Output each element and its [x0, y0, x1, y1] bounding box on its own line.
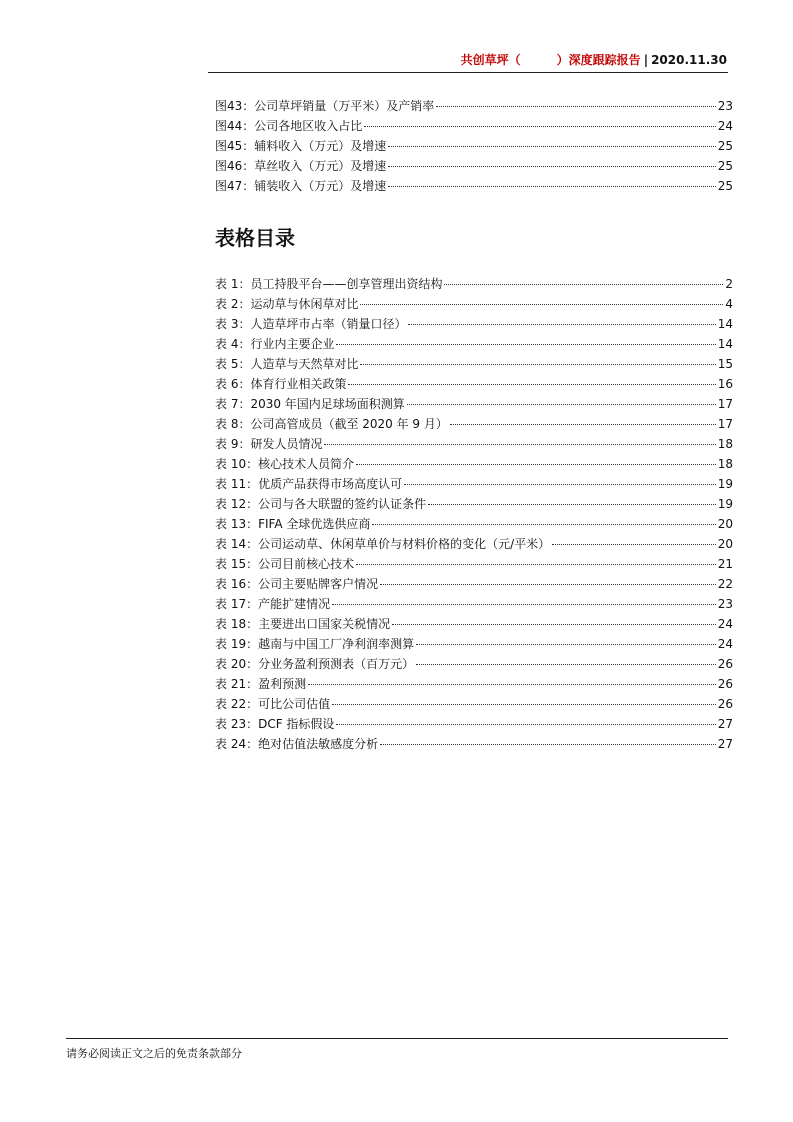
table-toc-entry[interactable]: [215, 514, 733, 534]
toc-entry-label: 表 5：人造草与天然草对比: [215, 357, 359, 371]
toc-entry-label: 表 22：可比公司估值: [215, 697, 331, 711]
footer-divider: [66, 1038, 728, 1039]
figure-toc-entry[interactable]: [215, 116, 733, 136]
toc-entry-label: 表 10：核心技术人员简介: [215, 457, 355, 471]
toc-leader-dots: [380, 584, 716, 585]
toc-leader-dots: [436, 106, 715, 107]
toc-entry-page: 17: [717, 397, 733, 411]
table-toc-entry[interactable]: [215, 414, 733, 434]
table-toc-entry[interactable]: [215, 294, 733, 314]
toc-leader-dots: [388, 146, 715, 147]
toc-leader-dots: [388, 166, 715, 167]
toc-entry-label: 表 15：公司目前核心技术: [215, 557, 355, 571]
table-toc-entry[interactable]: [215, 594, 733, 614]
table-toc-entry[interactable]: [215, 714, 733, 734]
table-toc-entry[interactable]: [215, 574, 733, 594]
toc-leader-dots: [407, 404, 716, 405]
toc-entry-page: 17: [717, 417, 733, 431]
toc-entry-label: 表 12：公司与各大联盟的签约认证条件: [215, 497, 427, 511]
table-toc-entry[interactable]: [215, 614, 733, 634]
toc-entry-label: 图43：公司草坪销量（万平米）及产销率: [215, 99, 435, 113]
header-company: 共创草坪（: [460, 53, 521, 67]
toc-leader-dots: [372, 524, 715, 525]
toc-leader-dots: [332, 604, 716, 605]
toc-entry-label: 表 18：主要进出口国家关税情况: [215, 617, 391, 631]
toc-entry-label: 表 7：2030 年国内足球场面积测算: [215, 397, 405, 411]
header-date: 2020.11.30: [651, 53, 727, 67]
toc-leader-dots: [444, 284, 723, 285]
toc-entry-page: 26: [717, 697, 733, 711]
toc-entry-page: 24: [717, 617, 733, 631]
toc-entry-label: 表 4：行业内主要企业: [215, 337, 335, 351]
table-toc-heading: 表格目录: [215, 226, 295, 250]
toc-entry-page: 14: [717, 337, 733, 351]
toc-leader-dots: [416, 664, 716, 665]
toc-entry-page: 20: [717, 517, 733, 531]
table-toc-entry[interactable]: [215, 534, 733, 554]
toc-entry-page: 26: [717, 657, 733, 671]
toc-leader-dots: [360, 364, 715, 365]
toc-entry-label: 表 3：人造草坪市占率（销量口径）: [215, 317, 407, 331]
table-toc-entry[interactable]: [215, 734, 733, 754]
toc-entry-label: 表 1：员工持股平台——创享管理出资结构: [215, 277, 443, 291]
toc-leader-dots: [552, 544, 716, 545]
table-toc-entry[interactable]: [215, 634, 733, 654]
toc-leader-dots: [450, 424, 716, 425]
toc-entry-label: 表 2：运动草与休闲草对比: [215, 297, 359, 311]
toc-leader-dots: [408, 324, 715, 325]
figure-toc-entry[interactable]: [215, 156, 733, 176]
header-divider: [208, 72, 728, 73]
table-toc-entry[interactable]: [215, 474, 733, 494]
toc-entry-page: 21: [717, 557, 733, 571]
toc-leader-dots: [388, 186, 715, 187]
toc-entry-label: 表 21：盈利预测: [215, 677, 307, 691]
toc-leader-dots: [336, 344, 715, 345]
toc-entry-page: 20: [717, 537, 733, 551]
toc-entry-label: 表 17：产能扩建情况: [215, 597, 331, 611]
toc-leader-dots: [360, 304, 723, 305]
table-toc-entry[interactable]: [215, 494, 733, 514]
toc-leader-dots: [324, 444, 715, 445]
toc-leader-dots: [428, 504, 716, 505]
toc-entry-page: 4: [725, 297, 733, 311]
toc-entry-page: 27: [717, 737, 733, 751]
toc-leader-dots: [336, 724, 715, 725]
figure-toc-entry[interactable]: [215, 136, 733, 156]
toc-entry-page: 16: [717, 377, 733, 391]
toc-entry-page: 23: [717, 99, 733, 113]
table-toc-entry[interactable]: [215, 314, 733, 334]
toc-entry-label: 表 24：绝对估值法敏感度分析: [215, 737, 379, 751]
table-toc-entry[interactable]: [215, 554, 733, 574]
toc-leader-dots: [392, 624, 716, 625]
toc-entry-page: 24: [717, 119, 733, 133]
toc-entry-page: 15: [717, 357, 733, 371]
toc-entry-label: 表 9：研发人员情况: [215, 437, 323, 451]
toc-entry-page: 23: [717, 597, 733, 611]
toc-entry-label: 图46：草丝收入（万元）及增速: [215, 159, 387, 173]
toc-entry-page: 25: [717, 139, 733, 153]
table-toc-entry[interactable]: [215, 354, 733, 374]
toc-entry-label: 表 20：分业务盈利预测表（百万元）: [215, 657, 415, 671]
header-separator: |: [643, 53, 649, 67]
table-toc-entry[interactable]: [215, 374, 733, 394]
toc-entry-page: 26: [717, 677, 733, 691]
table-toc-entry[interactable]: [215, 334, 733, 354]
toc-entry-page: 24: [717, 637, 733, 651]
toc-entry-page: 18: [717, 457, 733, 471]
toc-entry-label: 表 11：优质产品获得市场高度认可: [215, 477, 403, 491]
table-toc-entry[interactable]: [215, 674, 733, 694]
toc-entry-page: 19: [717, 497, 733, 511]
toc-entry-label: 表 13：FIFA 全球优选供应商: [215, 517, 371, 531]
table-toc-entry[interactable]: [215, 434, 733, 454]
header-report-type: ）深度跟踪报告: [556, 53, 641, 67]
toc-entry-page: 18: [717, 437, 733, 451]
report-header: [461, 52, 727, 68]
toc-leader-dots: [380, 744, 716, 745]
figure-toc-list: [215, 96, 733, 196]
toc-entry-page: 19: [717, 477, 733, 491]
toc-entry-label: 图47：铺装收入（万元）及增速: [215, 179, 387, 193]
toc-entry-label: 表 14：公司运动草、休闲草单价与材料价格的变化（元/平米）: [215, 537, 551, 551]
toc-entry-label: 表 6：体育行业相关政策: [215, 377, 347, 391]
toc-entry-label: 表 23：DCF 指标假设: [215, 717, 335, 731]
toc-leader-dots: [404, 484, 716, 485]
toc-entry-page: 2: [725, 277, 733, 291]
toc-entry-page: 22: [717, 577, 733, 591]
toc-leader-dots: [364, 126, 715, 127]
footer-disclaimer: 请务必阅读正文之后的免责条款部分: [66, 1047, 242, 1060]
figure-toc-entry[interactable]: [215, 176, 733, 196]
toc-leader-dots: [416, 644, 716, 645]
toc-entry-label: 表 19：越南与中国工厂净利润率测算: [215, 637, 415, 651]
toc-entry-page: 27: [717, 717, 733, 731]
toc-leader-dots: [356, 564, 716, 565]
table-toc-entry[interactable]: [215, 394, 733, 414]
toc-entry-label: 图44：公司各地区收入占比: [215, 119, 363, 133]
table-toc-entry[interactable]: [215, 274, 733, 294]
table-toc-list: [215, 274, 733, 754]
toc-leader-dots: [332, 704, 716, 705]
toc-entry-page: 14: [717, 317, 733, 331]
table-toc-entry[interactable]: [215, 454, 733, 474]
toc-leader-dots: [308, 684, 716, 685]
toc-entry-page: 25: [717, 179, 733, 193]
toc-entry-label: 表 16：公司主要贴牌客户情况: [215, 577, 379, 591]
toc-entry-page: 25: [717, 159, 733, 173]
figure-toc-entry[interactable]: [215, 96, 733, 116]
table-toc-entry[interactable]: [215, 654, 733, 674]
table-toc-entry[interactable]: [215, 694, 733, 714]
toc-leader-dots: [356, 464, 716, 465]
toc-entry-label: 表 8：公司高管成员（截至 2020 年 9 月）: [215, 417, 448, 431]
toc-entry-label: 图45：辅料收入（万元）及增速: [215, 139, 387, 153]
toc-leader-dots: [348, 384, 715, 385]
